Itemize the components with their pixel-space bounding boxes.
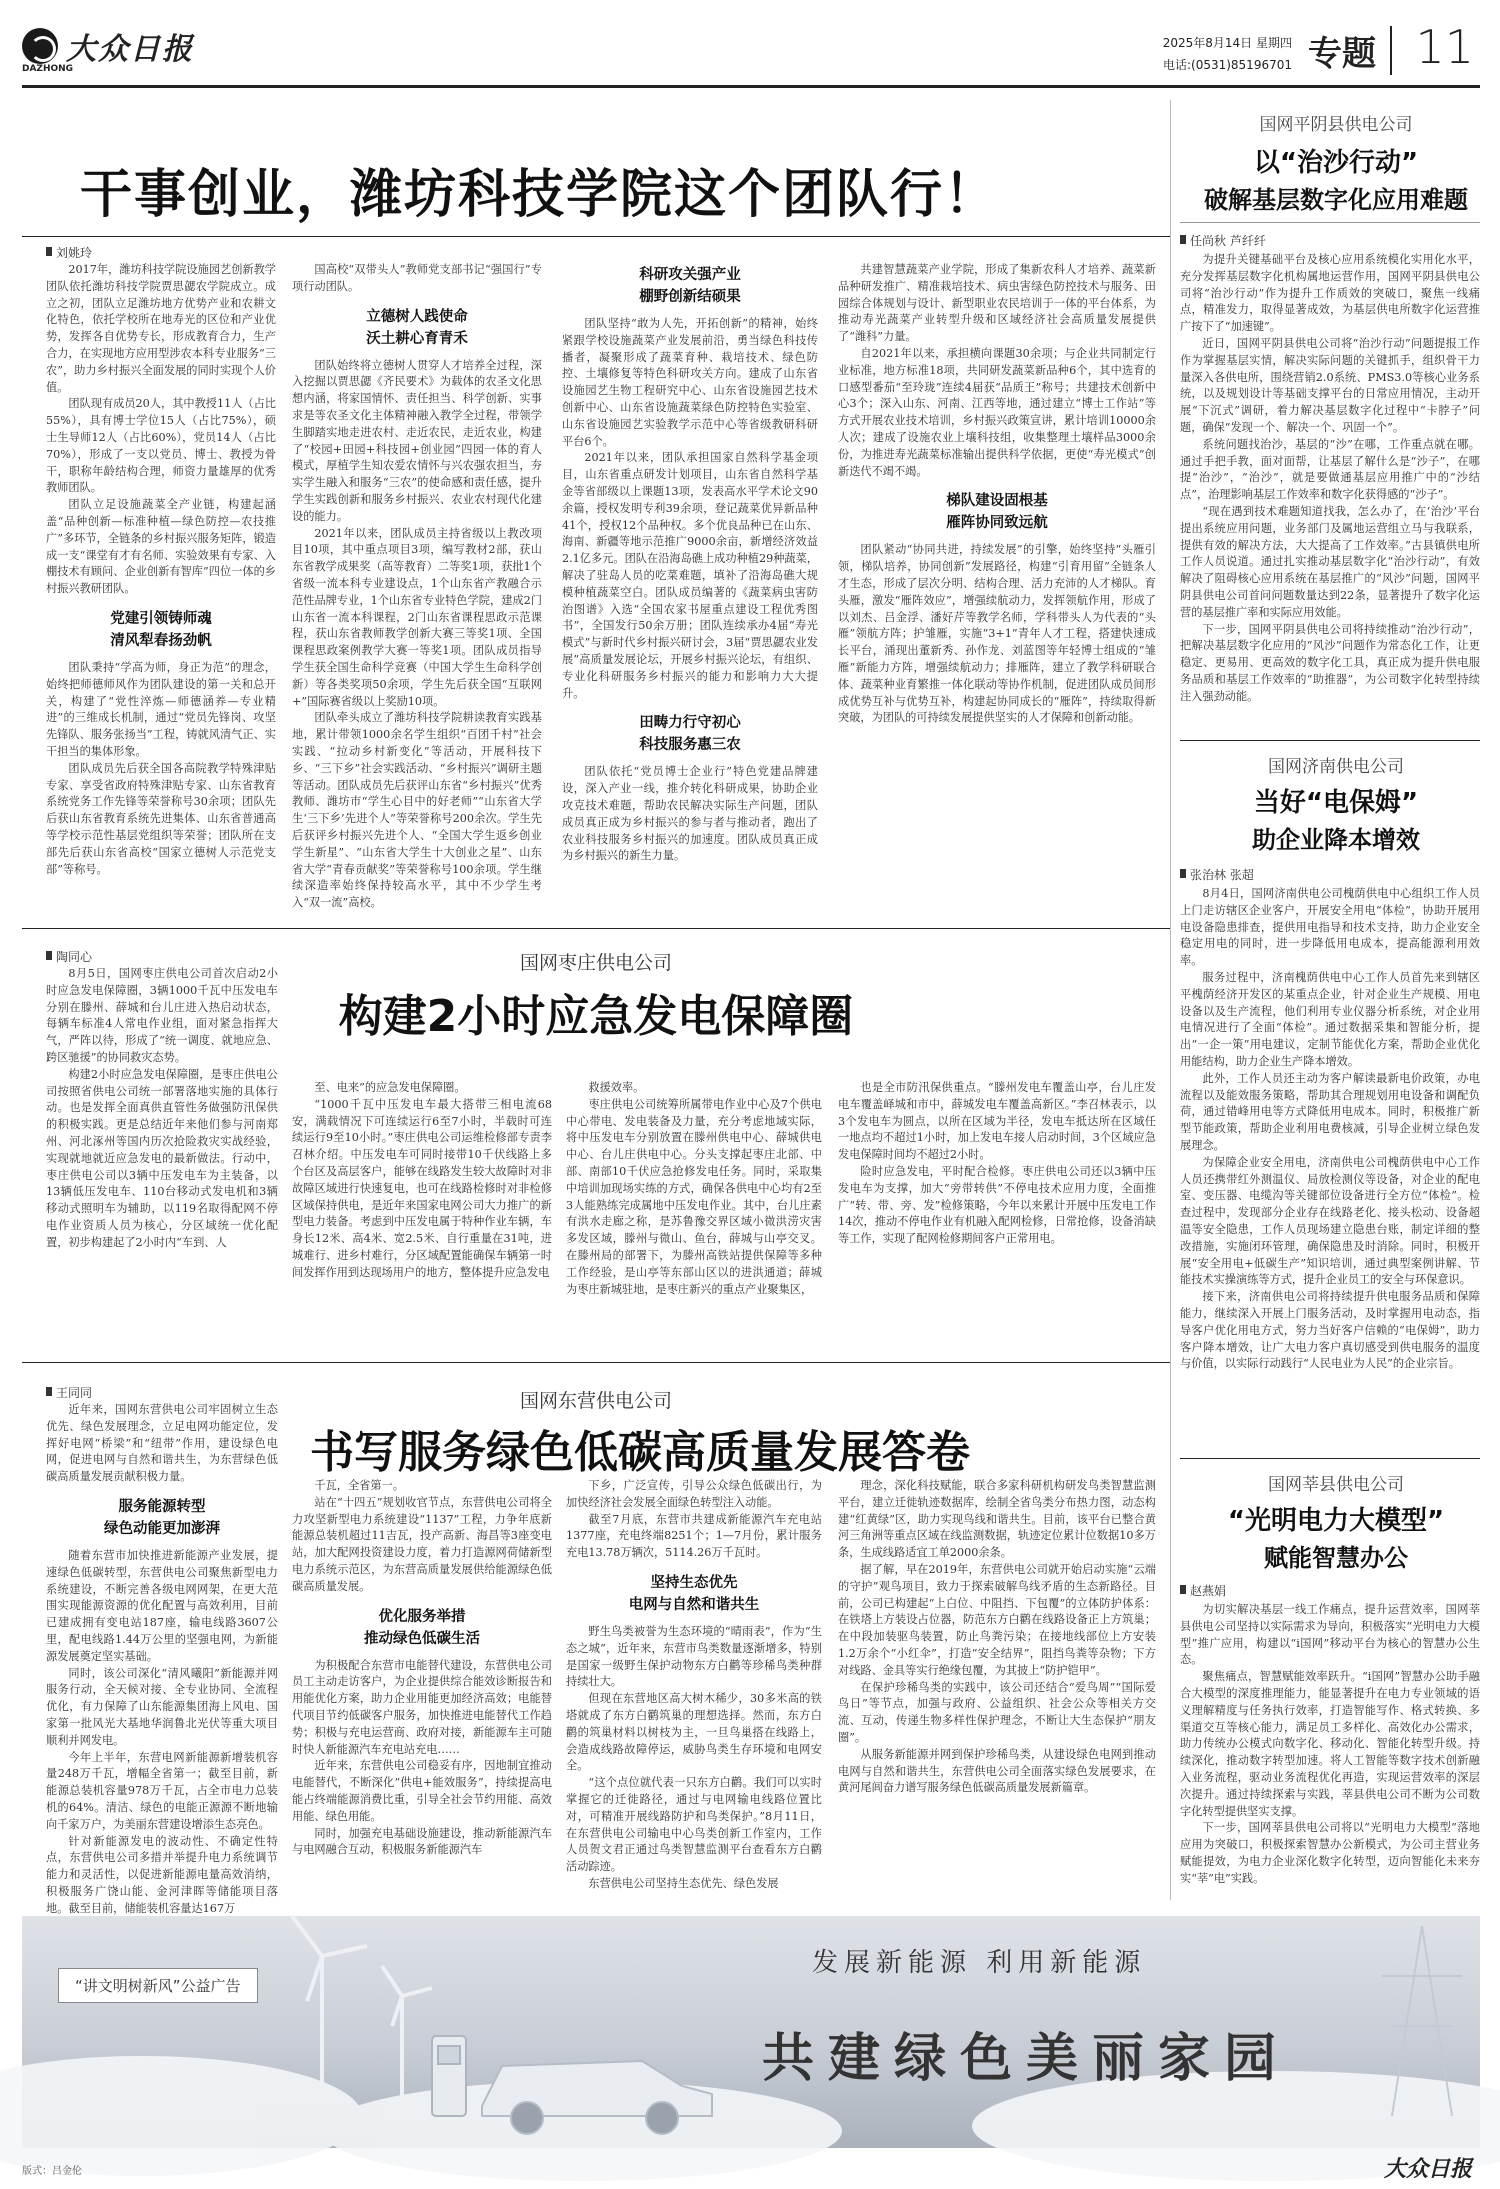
paragraph: 下一步，国网平阴县供电公司将持续推动“治沙行动”，把解决基层数字化应用的“风沙”问题作为常态化工作，让更稳定、更易用、更高效的数字化工具，真正成为提升供电服务品质和基层工作效率的“助推器”，为公司数字化转型持续注入强劲动能。 [1180, 622, 1480, 703]
paragraph: 同时，该公司深化“清风曦阳”新能源并网服务行动，全天候对接、全专业协同、全流程优化，有力保障了山东能源集团海上风电、国家第一批风光大基地华润鲁北光伏等重大项目顺利并网发电。 [46, 1666, 278, 1747]
side2-body [1180, 886, 1480, 1446]
paragraph: 2021年以来，团队承担国家自然科学基金项目，山东省重点研发计划项目，山东省自然科学基金等省部级以上课题13项，发表高水平学术论文90余篇，授权发明专利39余项，登记蔬菜优异新品种41个，授权12个品种权。多个优良品种已在山东、海南、新疆等地示范推广9000余亩，新增经济效益2.1亿多元。团队在沿海岛礁上成功种植29种蔬菜，解决了驻岛人员的吃菜难题，填补了沿海岛礁大规模种植蔬菜空白。团队成员编著的《蔬菜病虫害防治图谱》入选“全国农家书屋重点建设工程优秀图书”，全国发行50余万册；团队连续承办4届“寿光模式”与新时代乡村振兴研讨会，3届“贾思勰农业发展”高质量发展论坛，开展乡村振兴论坛，有组织、专业化科研服务乡村振兴的能力和影响力大大提升。 [562, 451, 818, 700]
paragraph: 站在“十四五”规划收官节点，东营供电公司将全力攻坚新型电力系统建设“1137”工程，力争年底新能源总装机超过11吉瓦，投产高新、海昌等3座变电站，加大配网投资建设力度，着力打造源网荷储新型电力系统示范区，为东营高质量发展供给能源绿色低碳高质量发展。 [292, 1495, 552, 1593]
story3-subhead-2: 优化服务举措 推动绿色低碳生活 [364, 1608, 480, 1647]
side2-top-rule [1180, 740, 1480, 741]
paragraph: 此外，工作人员还主动为客户解读最新电价政策，办电流程以及能效服务策略，帮助其合理规划用电设备和调配负荷，通过错峰用电等方式降低用电成本。同时，积极推广新型节能政策，帮助企业利用电费核减，引导企业树立绿色发展理念。 [1180, 1071, 1480, 1152]
story3-column-2 [292, 1478, 552, 1902]
paragraph: 2021年以来，团队成员主持省级以上教改项目10项，其中重点项目3项，编写教材2部，获山东省教学成果奖（高等教育）二等奖1项，获批1个省级一流本科专业建设点，1个山东省产教融合示范性品牌专业，1个山东省专业特色学院，建成2门山东省一流本科课程，2门山东省课程思政示范课程，获山东省教师教学创新大赛三等奖1项、全国课程思政案例教学大赛一等奖1项。团队成员指导学生获全国生命科学竞赛（中国大学生生命科学创新）等各类奖项50余项，学生先后获全国“互联网+”国际赛省级以上奖励10项。 [292, 526, 542, 708]
issue-meta [1163, 32, 1292, 76]
logo-text: 大众日报 [66, 32, 194, 67]
paragraph: 系统问题找治沙，基层的“沙”在哪，工作重点就在哪。通过手把手教，面对面帮，让基层了解什么是“沙子”，在哪提“治沙”，“治沙”，就是要做通基层应用推广中的“沙结点”，治理影响基层工作效率和数字化获得感的“沙子”。 [1180, 437, 1480, 502]
phone-number: 电话:(0531)85196701 [1162, 58, 1292, 72]
paragraph: 在保护珍稀鸟类的实践中，该公司还结合“爱鸟周”“国际爱鸟日”等节点，加强与政府、公益组织、社会公众等相关方交流、互动，传递生物多样性保护理念，不断让大生态保护“朋友圈”。 [838, 1680, 1156, 1744]
side3-title-line1: “光明电力大模型” [1227, 1506, 1445, 1536]
paragraph: 至、电来”的应急发电保障圈。 [314, 1081, 466, 1094]
story1-subhead-2: 立德树人践使命 沃土耕心育青禾 [366, 308, 468, 347]
paragraph: 为切实解决基层一线工作痛点，提升运营效率，国网莘县供电公司坚持以实际需求为导向，积极落实“光明电力大模型”推广应用，构建以“i国网”移动平台为核心的智慧办公生态。 [1180, 1603, 1480, 1667]
charging-station-icon [432, 2036, 466, 2116]
story1-top-rule [22, 236, 1170, 237]
paragraph: 团队紧动“协同共进，持续发展”的引擎，始终坚持“头雁引领，梯队培养，协同创新”发展路径，构建“引育用留”全链条人才生态，形成了层次分明、结构合理、活力充沛的人才梯队。育头雁，激发“雁阵效应”，增强续航动力，发挥领航作用，形成了以刘杰、吕金浮、潘好芹等教学名师，学科带头人为代表的“头雁”领航方阵；护雏雁，实施“3+1”青年人才工程，搭建快速成长平台，涌现出董新秀、孙作龙、刘蓝图等年轻博士组成的“雏雁”新能力方阵，增强续航动力；排雁阵，建立了教学科研联合体、蔬菜种业育繁推一体化联动等协作机制，促进团队成员间形成优势互补与优势互补，构建起协同成长的“雁阵”，持续取得新突破，为团队的可持续发展提供坚实的人才保障和创新动能。 [838, 543, 1156, 725]
side3-body [1180, 1602, 1480, 1904]
paragraph: “1000千瓦中压发电车最大搭带三相电流68安，满载情况下可连续运行6至7小时，半载时可连续运行9至10小时。”枣庄供电公司运维检修部专责李召林介绍。中压发电车可同时接带10千伏线路上多个台区及高层客户，能够在线路发生较大故障时对非故障区域进行快速复电，也可在线路检修时对非检修区域保持供电，是近年来国家电网公司大力推广的新型电力装备。考虑到中压发电属于特种作业车辆，车身长12米、高4米、宽2.5米、自行重量在31吨，进城难行、进乡村难行，分区域配置能确保车辆第一时间发挥作用到达现场用户的地方，整体提升应急发电 [292, 1097, 552, 1279]
paragraph: 据了解，早在2019年，东营供电公司就开始启动实施“云端的守护”观鸟项目，致力于探索破解鸟线矛盾的生态新路径。目前，公司已构建起“上白位、中阻挡、下包覆”的立体防护体系：在铁塔上方装设占位器，防范东方白鹳在线路设备正上方筑巢；在中段加装驱鸟装置，防止鸟粪污染；在接地线部位上方安装1.2万余个“小红伞”，打造“安全结界”，阻挡鸟粪等杂物；下方对线路、金具等实行绝缘包覆，为其披上“防护铠甲”。 [838, 1562, 1156, 1677]
paragraph: 团队坚持“敢为人先，开拓创新”的精神，始终紧跟学校设施蔬菜产业发展前沿，勇当绿色科技传播者，凝聚形成了蔬菜育种、栽培技术、绿色防控、土壤修复等特色科研攻关方向。建成了山东省设施园艺生物工程研究中心、山东省设施园艺技术创新中心、山东省设施蔬菜绿色防控特色实验室、山东省设施园艺实验教学示范中心等省级教研科研平台6个。 [562, 317, 818, 448]
story1-column-3 [562, 262, 818, 910]
paragraph: 野生鸟类被誉为生态环境的“晴雨表”，作为“生态之城”，近年来，东营市鸟类数量逐渐增多，特别是国家一级野生保护动物东方白鹳等珍稀鸟类种群持续壮大。 [566, 1624, 822, 1689]
story1-headline: 干事创业，潍坊科技学院这个团队行！ [80, 165, 999, 225]
story3-top-rule [22, 1362, 1170, 1363]
paragraph: 团队成员先后获全国各高院教学特殊津贴专家、享受省政府特殊津贴专家、山东省教育系统党务工作先锋等荣誉称号30余项；团队先后获山东省教育系统先进集体、山东省普通高等学校示范性基层党组织等荣誉；团队所在支部先后获山东省高校“国家立德树人示范党支部”等称号。 [46, 761, 276, 876]
side3-top-rule [1180, 1458, 1480, 1459]
paragraph: 针对新能源发电的波动性、不确定性特点，东营供电公司多措并举提升电力系统调节能力和灵活性，以促进新能源电量高效消纳，积极服务广饶山能、金河津晖等储能项目落地。截至目前，储能装机容量达167万 [46, 1834, 278, 1915]
side3-kicker: 国网莘县供电公司 [1268, 1475, 1404, 1495]
paragraph: 团队始终将立德树人贯穿人才培养全过程，深入挖掘以贾思勰《齐民要术》为载体的农圣文化思想内涵，将家国情怀、责任担当、科学创新、实事求是等农圣文化主体精神融入教学全过程，带领学生脚踏实地走进农村、走近农民，走近农业，构建了“校园+田园+科技园+创业园”四园一体的育人模式，厚植学生知农爱农情怀与兴农强农担当，夯实学生融入和服务“三农”的使命感和责任感，提升学生实践创新和服务乡村振兴、农业农村现代化建设的能力。 [292, 358, 542, 523]
page-number: 11 [1415, 20, 1474, 74]
paragraph: 团队现有成员20人，其中教授11人（占比55%），具有博士学位15人（占比75%），硕士生导师12人（占比60%），党员14人（占比70%），形成了一支以党员、博士、教授为骨干，职称年龄结构合理，师资力量雄厚的优秀教师团队。 [46, 397, 276, 495]
story3-kicker: 国网东营供电公司 [519, 1390, 672, 1412]
story2-column-1 [46, 966, 278, 1346]
paragraph: 为保障企业安全用电，济南供电公司槐荫供电中心工作人员还携带红外测温仪、局放检测仪等设备，对企业的配电室、变压器、电缆沟等关键部位设备进行全方位“体检”。检查过程中，发现部分企业存在线路老化、接头松动、设备超温等安全隐患，工作人员现场建立隐患台账，制定详细的整改措施，实施闭环管理，确保隐患及时消除。同时，积极开展“安全用电+低碳生产”知识培训，通过典型案例讲解、节能技术实操演练等方式，提升企业员工的安全与环保意识。 [1180, 1155, 1480, 1287]
paragraph: 近年来，东营供电公司稳妥有序，因地制宜推动电能替代，不断深化“供电+能效服务”，持续提高电能占终端能源消费比重，引导全社会节约用能、高效用能、绿色用能。 [292, 1759, 552, 1823]
paragraph: 8月5日，国网枣庄供电公司首次启动2小时应急发电保障圈，3辆1000千瓦中压发电车分别在滕州、薛城和台儿庄进入热启动状态，每辆车标准4人常电作业组，面对紧急指挥大气，严阵以待，形成了“统一调度、就地应急、跨区驰援”的协同救灾态势。 [46, 967, 278, 1064]
paragraph: 团队秉持“学高为师，身正为范”的理念，始终把师德师风作为团队建设的第一关和总开关，构建了“党性淬炼—师德涵养—专业精进”的三维成长机制，通过“党员先锋岗、攻坚先锋队、服务张扬当”工程，铸就风清气正、实干担当的集体形象。 [46, 660, 276, 758]
footer-logo: 大众日报 [1383, 2156, 1472, 2182]
paragraph: 同时，加强充电基础设施建设，推动新能源汽车与电网融合互动，积极服务新能源汽车 [292, 1826, 552, 1857]
story2-top-rule [22, 928, 1170, 929]
story1-column-1 [46, 262, 276, 910]
story2-headline: 构建2小时应急发电保障圈 [338, 991, 854, 1042]
paragraph: 但现在东营地区高大树木稀少，30多米高的铁塔就成了东方白鹳筑巢的理想选择。然而，东方白鹳的筑巢材料以树枝为主，一旦鸟巢搭在线路上，会造成线路故障停运，威胁鸟类生存环境和电网安全。 [566, 1692, 822, 1773]
paragraph: 随着东营市加快推进新能源产业发展，提速绿色低碳转型，东营供电公司聚焦新型电力系统建设，不断完善各级电网网架，在更大范围实现能源资源的优化配置与高效利用，目前已建成拥有变电站187座，输电线路3607公里，配电线路1.44万公里的坚强电网，为新能源发展奠定坚实基础。 [46, 1548, 278, 1663]
paragraph: “这个点位就代表一只东方白鹳。我们可以实时掌握它的迁徙路径，通过与电网输电线路位置比对，可精准开展线路防护和鸟类保护。”8月11日，在东营供电公司输电中心鸟类创新工作室内，工作人员贺文君正通过鸟类智慧监测平台查看东方白鹳活动踪迹。 [566, 1776, 822, 1874]
paragraph: “现在遇到技术难题知道找我，怎么办了，在‘治沙’平台提出系统应用问题，业务部门及属地运营组立马与我联系，提供有效的解决方法，大大提高了工作效率。”古县镇供电所工作人员说道。通过扎实推动基层数字化“治沙行动”，有效解决了阻碍核心应用系统在基层推广的“风沙”问题，国网平阴县供电公司首问问题数量达到22条，显著提升了数字化运营的基层推广率和实际应用效能。 [1180, 504, 1480, 619]
story3-column-1 [46, 1402, 278, 1915]
side1-byline: 任尚秋 芦纤纤 [1180, 232, 1266, 249]
story3-subhead-1: 服务能源转型 绿色动能更加澎湃 [104, 1498, 220, 1537]
side2-kicker: 国网济南供电公司 [1268, 757, 1404, 777]
banner-slogan-1: 发展新能源 利用新能源 [812, 1948, 1147, 1978]
paragraph: 2017年，潍坊科技学院设施园艺创新教学团队依托潍坊科技学院贾思勰农学院成立。成立之初，团队立足潍坊地方优势产业和农耕文化特色，依托学校所在地寿光的区位和产业优势，发挥各自优势专长，形成教育合力，生产合力，在实现地方应用型涉农本科专业服务“三农”，助力乡村振兴全面发展的同时实现个人价值。 [46, 263, 276, 394]
paragraph: 国高校“双带头人”教师党支部书记“强国行”专项行动团队。 [292, 263, 542, 293]
side1-title-line1: 以“治沙行动” [1253, 148, 1419, 178]
paragraph: 下一步，国网莘县供电公司将以“光明电力大模型”落地应用为突破口，积极探索智慧办公新模式，为公司主营业务赋能提效，为电力企业深化数字化转型，迈向智能化未来夯实“莘”电”实践。 [1180, 1821, 1480, 1885]
side3-byline: 赵燕娟 [1180, 1582, 1226, 1599]
story3-byline: 王同同 [46, 1384, 92, 1401]
banner-tag: “讲文明树新风”公益广告 [58, 1968, 258, 2003]
story1-byline: 刘姚玲 [46, 244, 92, 261]
newspaper-logo [22, 24, 194, 68]
logo-icon [22, 28, 58, 64]
issue-date: 2025年8月14日 星期四 [1162, 36, 1292, 50]
story1-column-2 [292, 262, 542, 910]
paragraph: 救援效率。 [588, 1081, 645, 1094]
story3-subhead-3: 坚持生态优先 电网与自然和谐共生 [628, 1574, 760, 1613]
side2-title-line2: 助企业降本增效 [1252, 826, 1420, 854]
paragraph: 从服务新能源并网到保护珍稀鸟类，从建设绿色电网到推动电网与自然和谐共生，东营供电公司全面落实绿色发展要求，在黄河尾闾奋力谱写服务绿色低碳高质量发展新篇章。 [838, 1747, 1156, 1795]
paragraph: 共建智慧蔬菜产业学院，形成了集新农科人才培养、蔬菜新品种研发推广、精准栽培技术、病虫害绿色防控技术与服务、田园综合体规划与设计、新型职业农民培训于一体的平台体系，为推动寿光蔬菜产业转型升级和区域经济社会高质量发展提供了“潍科”力量。 [838, 263, 1156, 344]
paragraph: 近年来，国网东营供电公司牢固树立生态优先、绿色发展理念，立足电网功能定位，发挥好电网“桥梁”和“纽带”作用，建设绿色电网，促进电网与自然和谐共生，为东营绿色低碳高质量发展贡献积极力量。 [46, 1403, 278, 1484]
story3-column-3 [566, 1478, 822, 1902]
banner-slogan-2: 共建绿色美丽家园 [762, 2028, 1291, 2089]
paragraph: 团队牵头成立了潍坊科技学院耕读教育实践基地，累计带领1000余名学生组织“百团千村”社会实践、“拉动乡村新变化”等活动，开展科技下乡、“三下乡”社会实践活动、“乡村振兴”调研主题等活动。团队成员先后获评山东省“乡村振兴”优秀教师、潍坊市“学生心目中的好老师”“山东省大学生‘三下乡’先进个人”等荣誉称号200余次。学生先后获评乡村振兴先进个人、“全国大学生返乡创业学生新星”、“山东省大学生十大创业之星”、山东省大学“青春贡献奖”等荣誉称号100余项。学生继续深造率始终保持较高水平，其中不少学生考入“双一流”高校。 [292, 711, 542, 910]
story2-column-3 [566, 1080, 822, 1346]
story2-byline: 陶同心 [46, 948, 92, 965]
story1-subhead-5: 梯队建设固根基 雁阵协同致远航 [946, 493, 1048, 532]
paragraph: 自2021年以来，承担横向课题30余项；与企业共同制定行业标准，地方标准18项，共同研发蔬菜新品种6个，其中选育的口感型番茄“至玲珑”连续4届获“品质王”称号；共建技术创新中心3个；深入山东、河南、江西等地，通过建立“博士工作站”等方式开展农业技术培训，乡村振兴政策宣讲，累计培训10000余人次；建成了设施农业上壤科技组，收集整理土壤样品3000余份，为推进寿光蔬菜标准输出提供科学依据，更使“寿光模式”创新迭代不竭不竭。 [838, 346, 1156, 478]
story2-column-4 [838, 1080, 1156, 1346]
masthead [22, 18, 1480, 88]
public-service-banner [22, 1916, 1480, 2148]
paragraph: 8月4日，国网济南供电公司槐荫供电中心组织工作人员上门走访辖区企业客户，开展安全用电“体检”，协助开展用电设备隐患排查，提供用电指导和技术支持，助力企业安全稳定用电的同时，进一步降低用电成本，提高能源利用效率。 [1180, 887, 1480, 968]
logo-subtitle: DAZHONG [22, 64, 74, 74]
side1-title-line2: 破解基层数字化应用难题 [1204, 186, 1468, 214]
section-name: 专题 [1308, 26, 1392, 75]
paragraph: 聚焦痛点，智慧赋能效率跃升。“i国网”智慧办公助手融合大模型的深度推理能力，能显著提升在电力专业领域的语义理解精度与任务执行效率，打造智能写作、格式转换、多渠道交互等核心能力，满足员工多样化、高效化办公需求，助力传统办公模式向数字化、移动化、智能化转型升级。持续深化，推动数字转型加速。将人工智能等数字技术创新融入业务流程，驱动业务流程优化再造，实现运营效率的深层次提升。通过持续探索与实践，莘县供电公司不断为公司数字化转型提供坚实支撑。 [1180, 1670, 1480, 1818]
story3-headline: 书写服务绿色低碳高质量发展答卷 [310, 1427, 970, 1478]
paragraph: 为提升关键基础平台及核心应用系统模化实用化水平，充分发挥基层数字化机构属地运营作用，国网平阴县供电公司将“治沙行动”作为提升工作质效的突破口，聚焦一线痛点，精准发力，取得显著成效，为基层供电所数字化运营推广按下了“加速键”。 [1180, 253, 1480, 334]
paragraph: 构建2小时应急发电保障圈，是枣庄供电公司按照省供电公司统一部署落地实施的具体行动。也是发挥全面真供直管性务做强防汛保供的积极实践。更是总结近年来他们参与河南郑州、河北涿州等国内历次抢险救灾实战经验，实现就地就近应急发电的最新做法。行动中，枣庄供电公司以3辆中压发电车为主装备，以13辆低压发电车、110台移动式发电机和3辆移动式照明车为辅助，以119名取得配网不停电作业资质人员为核心，分区域统一优化配置，初步构建起了2小时内“车到、人 [46, 1067, 278, 1249]
paragraph: 服务过程中，济南槐荫供电中心工作人员首先来到辖区平槐荫经济开发区的某重点企业，针对企业生产规模、用电设备以及生产流程，他们利用专业仪器分析系统，对企业用电情况进行了全面“体检”。通过数据采集和智能分析，提出“一企一策”用电建议，定制节能优化方案，帮助企业优化用能结构，助力企业生产降本增效。 [1180, 970, 1480, 1068]
editor-credit: 版式：吕金伦 [22, 2166, 82, 2177]
paragraph: 为积极配合东营市电能替代建设，东营供电公司员工主动走访客户，为企业提供综合能效诊断报告和用能优化方案，助力企业用能更加经济高效；电能替代项目节约低碳客户服务，加快推进电能替代工作趋势；积极与充电运营商、政府对接，新能源车主可随时快人新能源汽车充电站充电…… [292, 1658, 552, 1756]
paragraph: 截至7月底，东营市共建成新能源汽车充电站1377座，充电终端8251个；1—7月份，累计服务充电13.78万辆次，5114.26万千瓦时。 [566, 1512, 822, 1560]
paragraph: 险时应急发电，平时配合检修。枣庄供电公司还以3辆中压发电车为支撑，加大“旁带转供”不停电技术应用力度，全面推广“转、带、旁、发”检修策略，今年以来累计开展中压发电工作14次，推动不停电作业有机融入配网检修，日常抢修，设备消缺等工作，实现了配网检修期间客户正常用电。 [838, 1164, 1156, 1246]
paragraph: 今年上半年，东营电网新能源新增装机容量248万千瓦，增幅全省第一；截至目前，新能源总装机容量978万千瓦，占全市电力总装机的64%。清洁、绿色的电能正源源不断地输向千家万户，为美丽东营建设增添生态亮色。 [46, 1750, 278, 1831]
story2-kicker: 国网枣庄供电公司 [519, 952, 672, 974]
story1-column-4 [838, 262, 1156, 910]
paragraph: 近日，国网平阴县供电公司将“治沙行动”问题提报工作作为掌握基层实情，解决实际问题的关键抓手，组织骨干力量深入各供电所，围绕营销2.0系统、PMS3.0等核心业务系统，以及规划设计等基础支撑平台的日常应用情况，主动开展“下沉式”调研，着力解决基层数字化过程中“卡脖子”问题，确保“发现一个、解决一个、巩固一个”。 [1180, 336, 1480, 434]
paragraph: 东营供电公司坚持生态优先、绿色发展 [588, 1876, 779, 1890]
story1-subhead-3: 科研攻关强产业 棚野创新结硕果 [639, 267, 741, 305]
side3-title-line2: 赋能智慧办公 [1264, 1544, 1408, 1572]
paragraph: 枣庄供电公司统筹所属带电作业中心及7个供电中心带电、发电装备及力量，充分考虑地域实际，将中压发电车分别放置在滕州供电中心、薛城供电中心、台儿庄供电中心。分头支撑起枣庄北部、中部、南部10千伏应急抢修发电任务。同时，采取集中培训加现场实练的方式，确保各供电中心均有2至3人能熟练完成属地中压发电作业。其中，台儿庄素有洪水走廊之称，是苏鲁豫交界区域小微洪涝灾害多发区域，滕州与微山、鱼台，薛城与山亭交叉。在滕州局的部署下，为滕州高铁站提供保障等多种工作经验，是山亭等东部山区以的进洪通道；薛城为枣庄新城驻地，是枣庄新兴的重点产业聚集区， [566, 1097, 822, 1296]
paragraph: 理念，深化科技赋能，联合多家科研机构研发鸟类智慧监测平台，建立迁徙轨迹数据库，绘制全省鸟类分布热力图，动态构建“红黄绿”区，助力实现鸟线和谐共生。目前，该平台已整合黄河三角洲等重点区域在线监测数据，轨迹定位累计位数据10多万条，生成线路适宜工单2000余条。 [838, 1479, 1156, 1560]
paragraph: 接下来，济南供电公司将持续提升供电服务品质和保障能力，继续深入开展上门服务活动，及时掌握用电动态，指导客户优化用电方式，努力当好客户信赖的“电保姆”，助力客户降本增效，让广大电力客户真切感受到供电服务的温度与价值，以实际行动践行“人民电业为人民”的企业宗旨。 [1180, 1290, 1480, 1371]
paragraph: 千瓦，全省第一。 [314, 1479, 404, 1492]
paragraph: 也是全市防汛保供重点。“滕州发电车覆盖山亭，台儿庄发电车覆盖峄城和市中，薛城发电车覆盖高新区。”李召林表示，以3个发电车为圆点，以所在区域为半径，发电车抵达所在区域任一地点均不超过1小时，加上发电车接人启动时间，3个区域应急发电保障时间均不超过2小时。 [838, 1081, 1156, 1162]
story3-column-4 [838, 1478, 1156, 1902]
paragraph: 团队立足设施蔬菜全产业链，构建起涵盖“品种创新—标准种植—绿色防控—农技推广”多环节，全链条的乡村振兴服务矩阵，锻造成一支“课堂有才有名师、实验效果有专家、入棚技术有顾问、企业创新有智库”四位一体的乡村振兴教研团队。 [46, 498, 276, 596]
side2-byline: 张治林 张超 [1180, 866, 1254, 883]
side1-kicker: 国网平阴县供电公司 [1259, 115, 1413, 135]
story1-subhead-4: 田畴力行守初心 科技服务惠三农 [639, 715, 741, 754]
paragraph: 下乡，广泛宣传，引导公众绿色低碳出行，为加快经济社会发展全面绿色转型注入动能。 [566, 1479, 822, 1509]
story2-column-2 [292, 1080, 552, 1346]
side1-rule [1180, 222, 1480, 223]
side2-title-line1: 当好“电保姆” [1253, 788, 1419, 818]
sidebar-divider [1170, 100, 1171, 1900]
paragraph: 团队依托“党员博士企业行”特色党建品牌建设，深入产业一线，推介转化科研成果，协助企业攻克技术难题，帮助农民解决实际生产问题，团队成员真正成为乡村振兴的参与者与推动者，跑出了农业科技服务乡村振兴的加速度。团队成员真正成为乡村振兴的新生力量。 [562, 765, 818, 863]
story1-subhead-1: 党建引领铸师魂 清风犁春扬劲帆 [110, 610, 212, 649]
side1-body [1180, 252, 1480, 726]
